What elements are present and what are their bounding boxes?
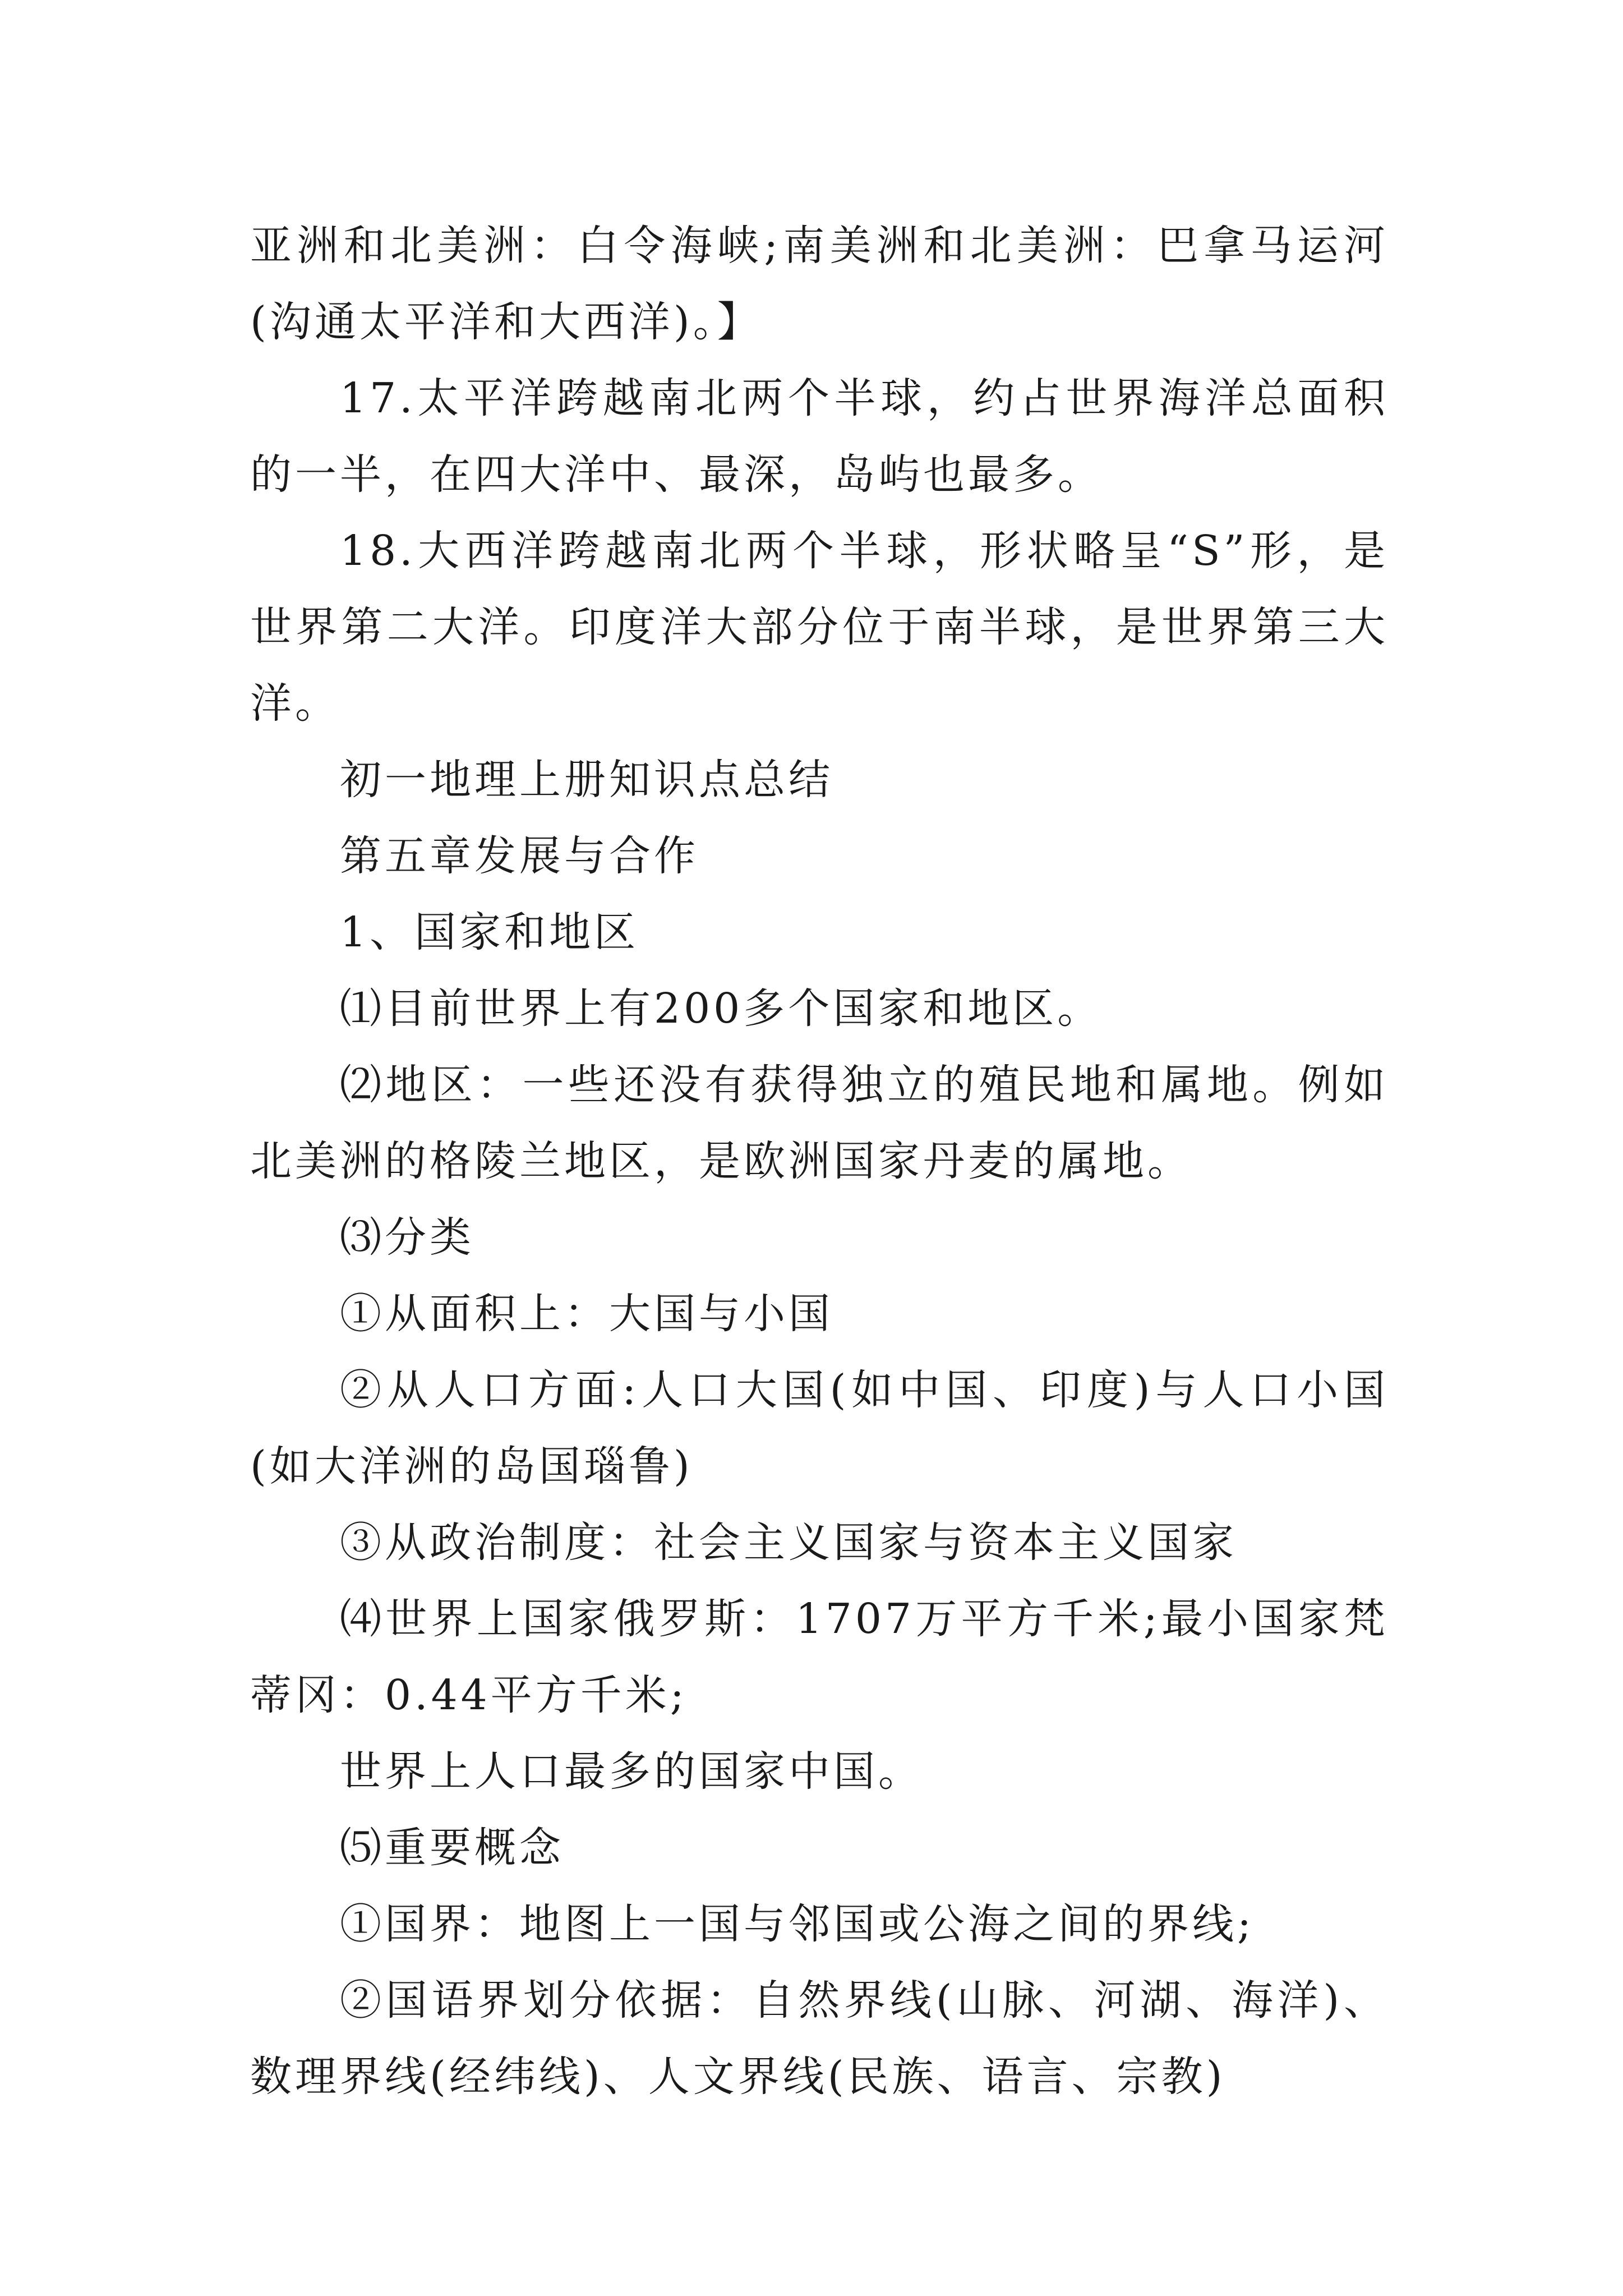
document-body [250, 208, 1389, 2115]
paragraph: 亚洲和北美洲：白令海峡;南美洲和北美洲：巴拿马运河(沟通太平洋和大西洋)。】 [250, 222, 1389, 346]
paragraph: ⑶分类 [340, 1213, 474, 1262]
paragraph: ⑸重要概念 [340, 1824, 564, 1872]
list-item: ①从面积上：大国与小国 [340, 1290, 833, 1338]
paragraph: ⑵地区：一些还没有获得独立的殖民地和属地。例如北美洲的格陵兰地区，是欧洲国家丹麦的属地。 [250, 1061, 1389, 1185]
paragraph: 世界上人口最多的国家中国。 [340, 1747, 923, 1796]
paragraph: ⑷世界上国家俄罗斯：1707万平方千米;最小国家梵蒂冈：0.44平方千米; [250, 1595, 1389, 1719]
list-item: ③从政治制度：社会主义国家与资本主义国家 [340, 1519, 1237, 1567]
paragraph: 18.大西洋跨越南北两个半球，形状略呈“S”形，是世界第二大洋。印度洋大部分位于南半球，是世界第三大洋。 [250, 527, 1389, 728]
list-item: ②从人口方面:人口大国(如中国、印度)与人口小国(如大洋洲的岛国瑙鲁) [250, 1366, 1389, 1490]
list-item: ②国语界划分依据：自然界线(山脉、河湖、海洋)、数理界线(经纬线)、人文界线(民族、语言、宗教) [250, 1976, 1389, 2101]
subsection-heading: 1、国家和地区 [340, 908, 639, 956]
list-item: ①国界：地图上一国与邻国或公海之间的界线; [340, 1900, 1255, 1948]
paragraph: ⑴目前世界上有200多个国家和地区。 [340, 984, 1103, 1033]
section-heading: 初一地理上册知识点总结 [340, 756, 833, 804]
chapter-heading: 第五章发展与合作 [340, 832, 699, 880]
paragraph: 17.太平洋跨越南北两个半球，约占世界海洋总面积的一半，在四大洋中、最深，岛屿也最多。 [250, 374, 1389, 499]
